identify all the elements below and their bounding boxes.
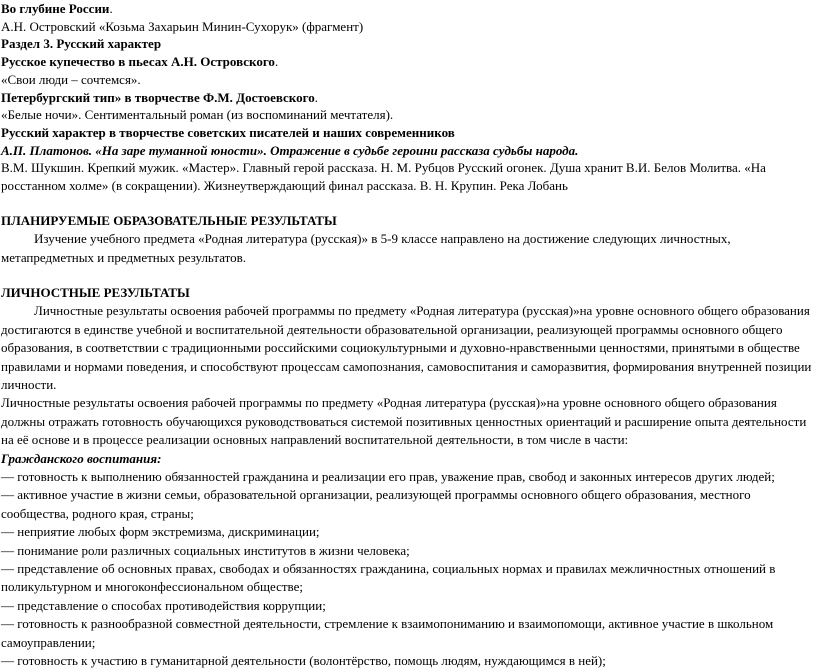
- list-item: — готовность к разнообразной совместной деятельности, стремление к взаимопониманию и взаимопомощи, активное участие в школьном самоуправлении;: [1, 616, 774, 650]
- list-item: — активное участие в жизни семьи, образовательной организации, реализующей программы основного общего образования, местного сообщества, родного края, страны;: [1, 487, 751, 521]
- text-tail: .: [109, 1, 113, 16]
- list-item: — представление о способах противодействия коррупции;: [1, 597, 326, 613]
- text-tail: .: [274, 54, 279, 70]
- line-in-the-depths-of-russia: [1, 0, 812, 18]
- personal-results-paragraph-2: Личностные результаты освоения рабочей программы по предмету «Родная литература (русская)»на уровне основного общего образования должны отражать готовность обучающихся руководствоваться системой позитивных ценностных ориентаций и расширение опыта деятельности на её основе и в процессе реализации основных направлений воспитательной деятельности, в том числе в части:: [1, 395, 807, 448]
- line-ostrovsky-minin: А.Н. Островский «Козьма Захарьин Минин-Сухорук» (фрагмент): [1, 18, 364, 34]
- list-item: — неприятие любых форм экстремизма, дискриминации;: [1, 524, 320, 540]
- text-tail: .: [314, 89, 318, 105]
- section-3-heading: Раздел 3. Русский характер: [1, 36, 162, 52]
- list-item: — готовность к участию в гуманитарной деятельности (волонтёрство, помощь людям, нуждающимся в ней);: [1, 653, 606, 669]
- line-platonov: А.П. Платонов. «На заре туманной юности». Отражение в судьбе героини рассказа судьбы народа.: [1, 142, 579, 158]
- line-svoi-lyudi: «Свои люди – сочтемся».: [1, 71, 141, 87]
- bold-title: Русское купечество в пьесах А.Н. Островского: [1, 54, 275, 70]
- spacer: [1, 195, 812, 212]
- line-merchants: [1, 53, 812, 71]
- spacer: [1, 267, 812, 284]
- line-soviet-writers: Русский характер в творчестве советских писателей и наших современников: [1, 124, 455, 140]
- list-item: — представление об основных правах, свободах и обязанностях гражданина, социальных нормах и правилах межличностных отношений в поликультурном и многоконфессиональном обществе;: [1, 561, 776, 595]
- civic-education-heading: Гражданского воспитания:: [1, 450, 162, 466]
- personal-results-heading: ЛИЧНОСТНЫЕ РЕЗУЛЬТАТЫ: [1, 284, 190, 300]
- list-item: — готовность к выполнению обязанностей гражданина и реализации его прав, уважение прав, свобод и законных интересов других людей;: [1, 469, 775, 485]
- line-petersburg-type: [1, 89, 812, 107]
- bold-title: Во глубине России: [1, 1, 110, 16]
- planned-results-heading: ПЛАНИРУЕМЫЕ ОБРАЗОВАТЕЛЬНЫЕ РЕЗУЛЬТАТЫ: [1, 212, 337, 228]
- personal-results-paragraph-1: Личностные результаты освоения рабочей программы по предмету «Родная литература (русская)»на уровне основного общего образования достигаются в единстве учебной и воспитательной деятельности образовательной организации, реализующей программы основного общего образования, в соответствии с традиционными российскими социокультурными и духовно-нравственными ценностями, принятыми в обществе правилами и нормами поведения, и способствуют процессам самопознания, самовоспитания и саморазвития, формирования внутренней позиции личности.: [1, 303, 812, 392]
- line-shukshin-rubtsov: В.М. Шукшин. Крепкий мужик. «Мастер». Главный герой рассказа. Н. М. Рубцов Русский огонек. Душа хранит В.И. Белов Молитва. «На росстанном холме» (в сокращении). Жизнеутверждающий финал рассказа. В. Н. Крупин. Река Лобань: [1, 160, 766, 194]
- planned-results-text: Изучение учебного предмета «Родная литература (русская)» в 5-9 классе направлено на достижение следующих личностных, метапредметных и предметных результатов.: [1, 231, 731, 265]
- line-white-nights: «Белые ночи». Сентиментальный роман (из воспоминаний мечтателя).: [1, 107, 394, 123]
- list-item: — понимание роли различных социальных институтов в жизни человека;: [1, 542, 410, 558]
- bold-title: Петербургский тип» в творчестве Ф.М. Достоевского: [1, 89, 315, 105]
